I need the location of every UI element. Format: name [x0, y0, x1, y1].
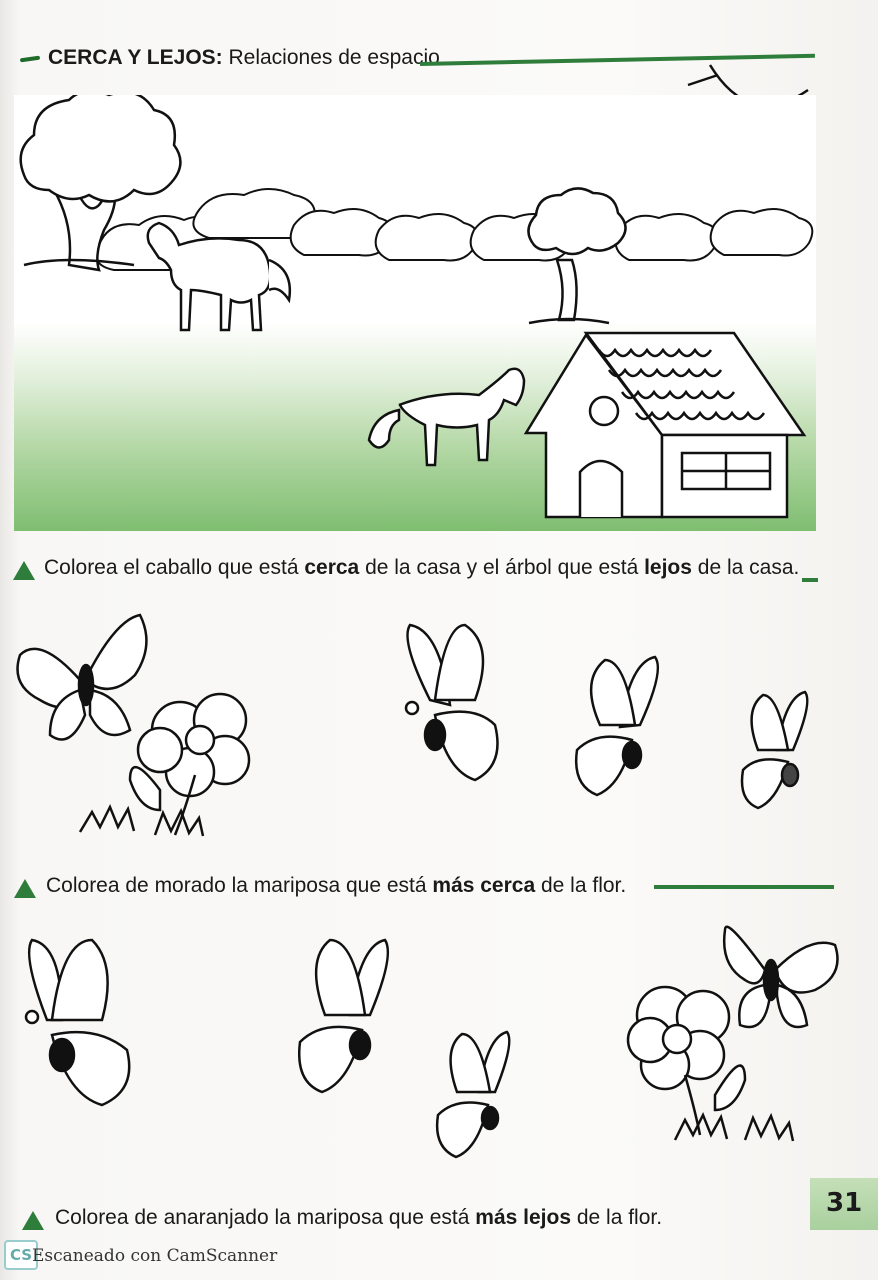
- butterfly-icon: [570, 655, 680, 805]
- triangle-bullet-icon: [13, 561, 35, 580]
- instruction-3: Colorea de anaranjado la mariposa que está más lejos de la flor.: [55, 1206, 663, 1229]
- house-icon: [526, 333, 804, 517]
- triangle-bullet-icon: [14, 879, 36, 898]
- farm-scene: [14, 95, 816, 531]
- butterfly-icon: [12, 935, 147, 1115]
- flower-icon: [628, 987, 793, 1141]
- triangle-bullet-icon: [22, 1211, 44, 1230]
- butterfly-icon: [290, 935, 410, 1095]
- butterfly-icon: [18, 615, 147, 740]
- title-bold: CERCA Y LEJOS:: [48, 46, 223, 69]
- butterfly-icon: [738, 690, 838, 820]
- page-title: [48, 46, 440, 70]
- title-rest: Relaciones de espacio: [222, 46, 440, 69]
- instruction-rule: [802, 578, 818, 582]
- instruction-rule: [654, 885, 834, 889]
- camscanner-logo: CS: [4, 1240, 38, 1270]
- flower-with-butterfly: [10, 610, 260, 850]
- page-number: 31: [826, 1188, 863, 1218]
- horse-icon: [369, 369, 524, 465]
- butterfly-icon: [430, 1030, 530, 1165]
- butterfly-icon: [724, 927, 837, 1027]
- instruction-2: Colorea de morado la mariposa que está más cerca de la flor.: [46, 874, 627, 897]
- butterfly-icon: [390, 620, 520, 790]
- instruction-1: Colorea el caballo que está cerca de la casa y el árbol que está lejos de la casa.: [44, 556, 800, 579]
- horse-icon: [148, 223, 290, 330]
- scanner-watermark: Escaneado con CamScanner: [32, 1246, 278, 1266]
- flower-with-butterfly: [625, 915, 845, 1155]
